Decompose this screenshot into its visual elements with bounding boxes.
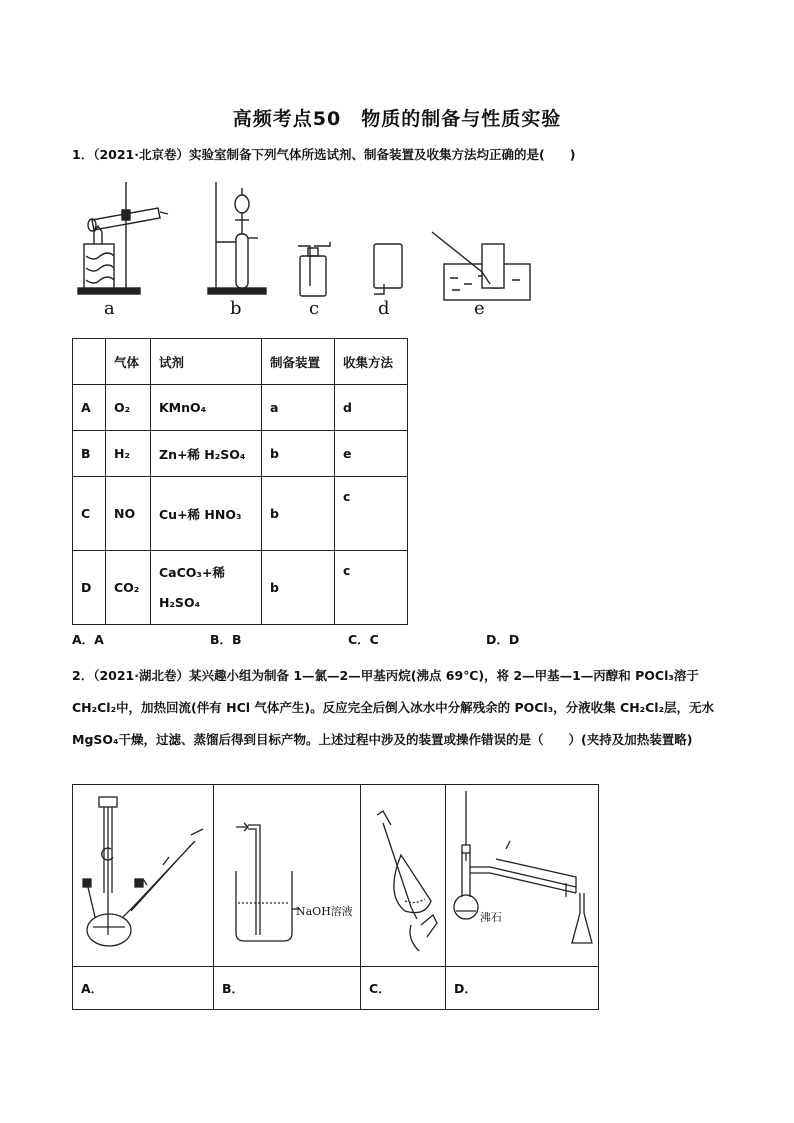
boiling-chip-label: 沸石 — [480, 911, 502, 924]
table-row — [73, 551, 408, 625]
option-cell: A — [73, 385, 106, 431]
question-1-stem: 1．（2021·北京卷）实验室制备下列气体所选试剂、制备装置及收集方法均正确的是( ) — [72, 147, 576, 162]
q2-option-b[interactable]: B． — [214, 967, 361, 1010]
q2-label-row — [73, 967, 599, 1010]
table-row — [73, 431, 408, 477]
header-cell: 试剂 — [151, 339, 262, 385]
page-title: 高频考点50 物质的制备与性质实验 — [232, 108, 562, 130]
option-c[interactable]: C．C — [348, 632, 379, 647]
q2-option-c[interactable]: C． — [361, 967, 446, 1010]
device-cell: a — [262, 385, 335, 431]
apparatus-label-e: e — [474, 298, 485, 319]
gas-cell: O₂ — [106, 385, 151, 431]
q2-figure-d — [446, 785, 599, 967]
q2-figure-a — [73, 785, 214, 967]
device-cell: b — [262, 477, 335, 551]
q2-option-a[interactable]: A． — [73, 967, 214, 1010]
collect-cell: c — [335, 477, 408, 551]
device-cell: b — [262, 431, 335, 477]
header-cell: 制备装置 — [262, 339, 335, 385]
question-2-stem: 2．（2021·湖北卷）某兴趣小组为制备 1—氯—2—甲基丙烷(沸点 69℃)，将 2—甲基—1—丙醇和 POCl₃溶于 CH₂Cl₂中，加热回流(伴有 HCl 气体产生)。反应完全后倒入冰水中分解残余的 POCl₃，分液收集 CH₂Cl₂层，无水 MgSO₄干燥，过滤、蒸馏后得到目标产物。上述过程中涉及的装置或操作错误的是（ ）(夹持及加热装置略) — [72, 668, 715, 747]
q2-apparatus-table — [72, 784, 599, 1010]
separatory-funnel-drawing — [361, 785, 445, 963]
option-b[interactable]: B．B — [210, 632, 242, 647]
apparatus-label-c: c — [309, 298, 320, 319]
q1-answer-options — [72, 630, 632, 648]
reagent-cell: Cu+稀 HNO₃ — [151, 477, 262, 551]
q1-options-table — [72, 338, 408, 625]
reagent-cell: Zn+稀 H₂SO₄ — [151, 431, 262, 477]
distillation-apparatus-drawing — [446, 785, 598, 963]
q2-picture-row — [73, 785, 599, 967]
table-row — [73, 477, 408, 551]
q2-option-d[interactable]: D． — [446, 967, 599, 1010]
gas-cell: NO — [106, 477, 151, 551]
q1-apparatus-figure — [72, 176, 542, 321]
gas-cell: H₂ — [106, 431, 151, 477]
collect-cell: d — [335, 385, 408, 431]
device-cell: b — [262, 551, 335, 625]
apparatus-label-b: b — [230, 298, 242, 319]
gas-cell: CO₂ — [106, 551, 151, 625]
option-d[interactable]: D．D — [486, 632, 520, 647]
table-row — [73, 385, 408, 431]
table-header-row — [73, 339, 408, 385]
collect-cell: c — [335, 551, 408, 625]
header-cell: 收集方法 — [335, 339, 408, 385]
reagent-cell: CaCO₃+稀 H₂SO₄ — [151, 551, 262, 625]
apparatus-label-a: a — [104, 298, 115, 319]
naoh-solution-label: NaOH溶液 — [296, 905, 353, 918]
reagent-cell: KMnO₄ — [151, 385, 262, 431]
option-a[interactable]: A．A — [72, 632, 104, 647]
gas-absorption-drawing — [214, 785, 360, 963]
apparatus-label-d: d — [378, 298, 390, 319]
q2-figure-b — [214, 785, 361, 967]
option-cell: C — [73, 477, 106, 551]
apparatus-drawings — [72, 176, 542, 321]
header-cell — [73, 339, 106, 385]
option-cell: B — [73, 431, 106, 477]
reflux-apparatus-drawing — [73, 785, 213, 963]
q2-figure-c — [361, 785, 446, 967]
collect-cell: e — [335, 431, 408, 477]
header-cell: 气体 — [106, 339, 151, 385]
option-cell: D — [73, 551, 106, 625]
